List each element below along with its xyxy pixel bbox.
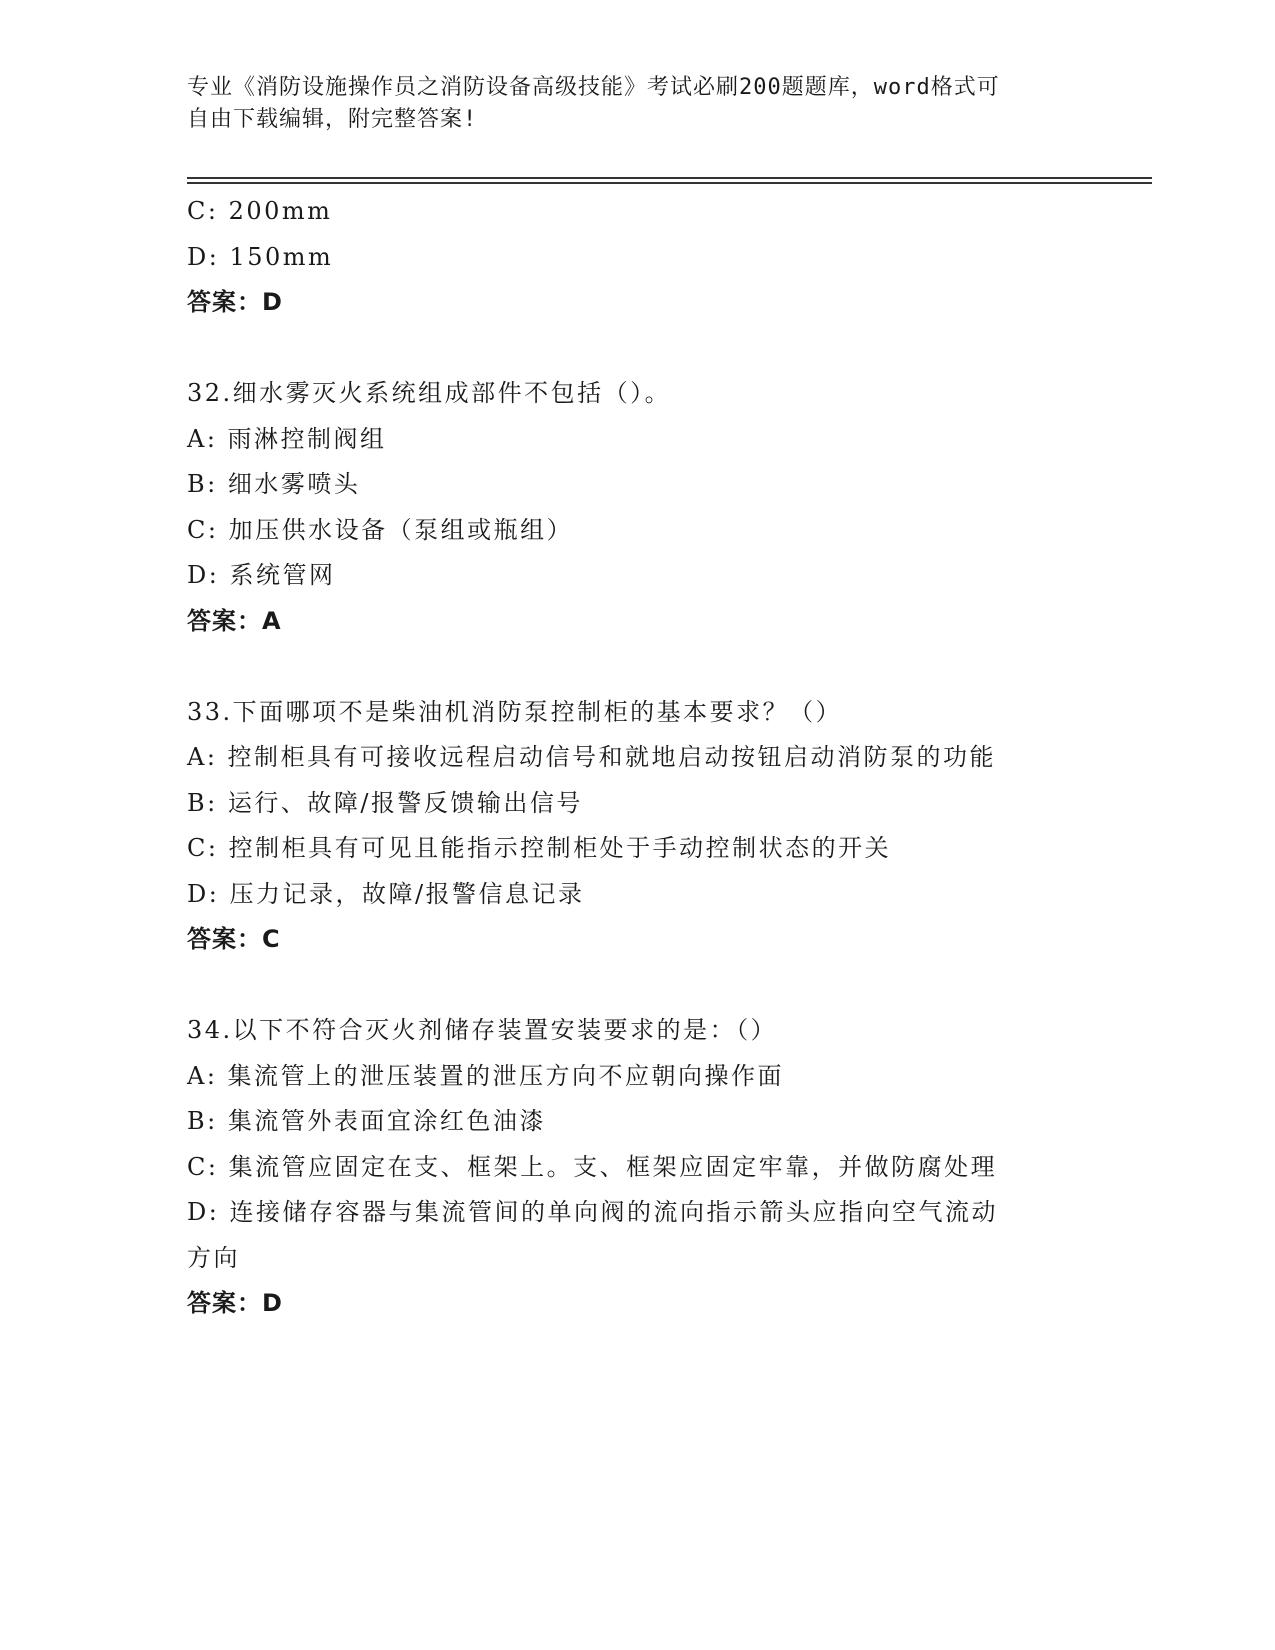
question-stem: 32.细水雾灭火系统组成部件不包括（）。 [187,379,672,407]
option-c: C: 加压供水设备（泵组或瓶组） [187,515,574,544]
question-list [187,189,1087,1327]
question-33 [187,690,1087,963]
option-c: C: 集流管应固定在支、框架上。支、框架应固定牢靠，并做防腐处理 [187,1152,998,1181]
header-line-1: 专业《消防设施操作员之消防设备高级技能》考试必刷200题题库，word格式可 [187,75,1000,100]
header-rule-bottom [187,182,1152,184]
answer-line: 答案：D [187,1289,283,1317]
spacer [187,963,1087,1009]
header-rule-top [187,177,1152,179]
option-b: B: 集流管外表面宜涂红色油漆 [187,1107,546,1135]
answer-line: 答案：C [187,925,281,953]
question-stem: 34.以下不符合灭火剂储存装置安装要求的是：（） [187,1016,778,1044]
option-c: C: 200mm [187,197,333,225]
header-line-2: 自由下载编辑，附完整答案! [187,107,478,132]
option-d: D: 150mm [187,242,334,271]
answer-line: 答案：A [187,606,282,635]
question-34 [187,1008,1087,1327]
answer-line: 答案：D [187,288,283,316]
option-b: B: 运行、故障/报警反馈输出信号 [187,788,583,817]
option-d: D: 系统管网 [187,561,336,589]
option-b: B: 细水雾喷头 [187,470,361,498]
option-a: A: 雨淋控制阀组 [187,424,387,453]
option-a: A: 控制柜具有可接收远程启动信号和就地启动按钮启动消防泵的功能 [187,743,997,771]
spacer [187,644,1087,690]
spacer [187,326,1087,372]
question-32 [187,371,1087,644]
document-header [187,72,1067,136]
option-a: A: 集流管上的泄压装置的泄压方向不应朝向操作面 [187,1061,785,1090]
question-stem: 33.下面哪项不是柴油机消防泵控制柜的基本要求？（） [187,697,843,726]
option-d: D: 压力记录，故障/报警信息记录 [187,879,585,908]
option-d-continuation: 方向 [187,1243,240,1272]
option-d: D: 连接储存容器与集流管间的单向阀的流向指示箭头应指向空气流动 [187,1198,998,1226]
option-c: C: 控制柜具有可见且能指示控制柜处于手动控制状态的开关 [187,834,892,862]
previous-question-tail [187,189,1087,326]
